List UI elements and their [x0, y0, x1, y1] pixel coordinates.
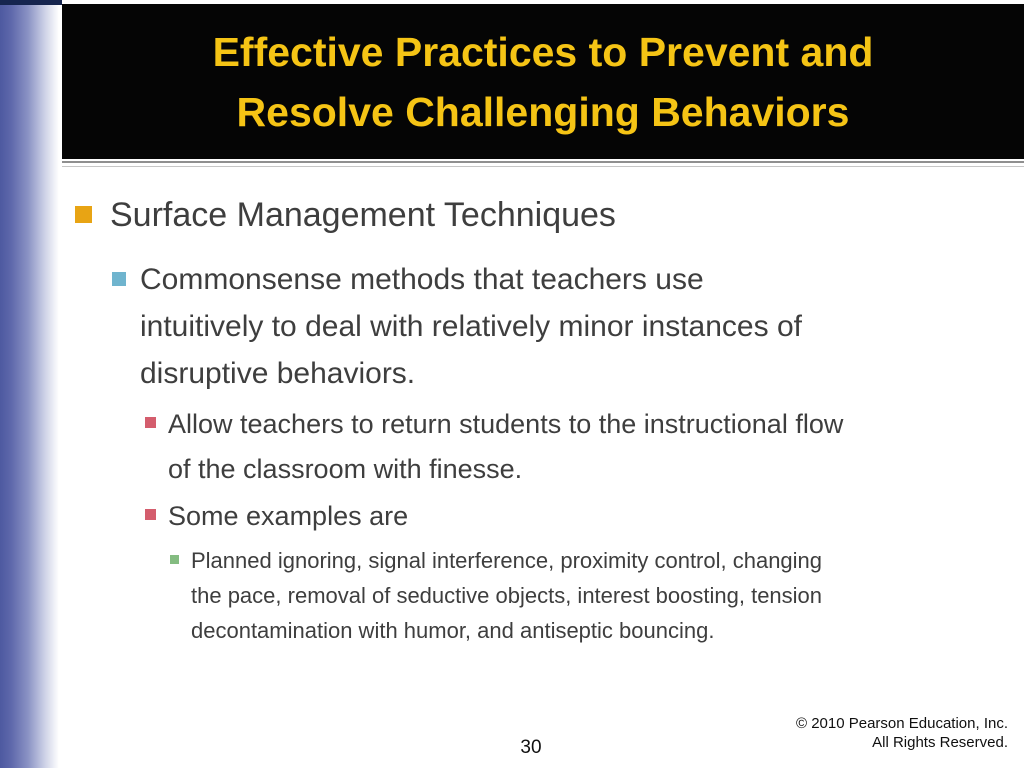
bullet-text: Surface Management Techniques [110, 196, 616, 234]
bullet-text: Some examples are [168, 501, 409, 531]
slide-title-line1: Effective Practices to Prevent and [212, 28, 874, 75]
bullet-text: decontamination with humor, and antiseptic bouncing. [191, 618, 715, 643]
bullet-item-surface-management [75, 192, 616, 238]
title-underline [62, 161, 1024, 167]
bullet-item-examples-list [170, 543, 822, 648]
bullet-item-allow-teachers [145, 402, 843, 492]
page-number: 30 [520, 737, 542, 758]
bullet-text: intuitively to deal with relatively minor instances of [140, 310, 802, 343]
bullet-square-level3-icon [145, 509, 156, 520]
bullet-text: Allow teachers to return students to the instructional flow [168, 409, 844, 439]
sidebar-top-strip [0, 0, 62, 5]
title-bar [62, 4, 1024, 159]
sidebar-gradient [0, 0, 62, 768]
bullet-square-level2-icon [112, 272, 126, 286]
bullet-text: Commonsense methods that teachers use [140, 263, 704, 296]
bullet-item-some-examples [145, 494, 408, 539]
bullet-text: of the classroom with finesse. [168, 454, 523, 484]
copyright-line2: All Rights Reserved. [872, 734, 1008, 751]
bullet-item-commonsense-methods [112, 256, 802, 397]
bullet-text: Planned ignoring, signal interference, proximity control, changing [191, 548, 823, 573]
bullet-text: the pace, removal of seductive objects, interest boosting, tension [191, 583, 823, 608]
bullet-square-level1-icon [75, 206, 92, 223]
bullet-square-level3-icon [145, 417, 156, 428]
slide-title-line2: Resolve Challenging Behaviors [236, 88, 850, 135]
copyright-line1: © 2010 Pearson Education, Inc. [795, 715, 1008, 732]
bullet-square-level4-icon [170, 555, 179, 564]
bullet-text: disruptive behaviors. [140, 357, 416, 390]
